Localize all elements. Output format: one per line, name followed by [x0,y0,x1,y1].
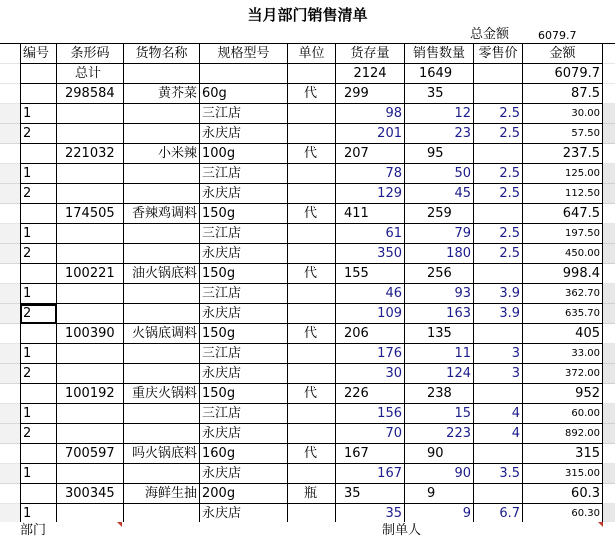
cell-name[interactable] [124,224,200,244]
store-row [0,424,615,444]
store-no[interactable]: 1 [20,164,57,184]
store-qty[interactable]: 223 [405,424,474,444]
store-row [0,284,615,304]
row-rightpane [603,444,615,464]
cell-no[interactable] [20,444,57,464]
store-amount[interactable]: 33.00 [523,344,603,364]
row-rightpane [603,264,615,284]
row-gutter [0,384,20,404]
cell-code[interactable] [57,224,124,244]
cell-name[interactable] [124,164,200,184]
cell-name[interactable] [124,344,200,364]
store-qty[interactable]: 50 [405,164,474,184]
product-row [0,444,615,464]
store-row [0,184,615,204]
cell-no[interactable] [20,384,57,404]
header-qty[interactable]: 销售数量 [405,44,474,64]
cell-unit[interactable] [288,404,336,424]
product-spec[interactable]: 150g [200,204,288,224]
cell-price[interactable] [474,264,523,284]
row-gutter [0,444,20,464]
row-rightpane [603,344,615,364]
store-qty[interactable]: 45 [405,184,474,204]
product-row [0,484,615,504]
total-amount-label: 总金额 [470,27,510,42]
cell-code[interactable] [57,184,124,204]
store-no[interactable]: 2 [20,304,57,324]
product-code[interactable]: 298584 [57,84,124,104]
product-stock[interactable]: 35 [336,484,405,504]
grand-total-stock[interactable]: 2124 [336,64,405,84]
product-spec[interactable]: 60g [200,84,288,104]
store-row [0,464,615,484]
product-stock[interactable]: 411 [336,204,405,224]
product-row [0,144,615,164]
cell-no[interactable] [20,204,57,224]
row-gutter [0,304,20,324]
store-no[interactable]: 1 [20,504,57,524]
cell-unit[interactable] [288,284,336,304]
page-title: 当月部门销售清单 [247,6,368,24]
store-name[interactable]: 永庆店 [200,304,288,324]
product-qty[interactable]: 256 [405,264,474,284]
store-row [0,224,615,244]
cell-code[interactable] [57,344,124,364]
cell-unit[interactable] [288,304,336,324]
cell-price[interactable] [474,84,523,104]
header-price[interactable]: 零售价 [474,44,523,64]
product-spec[interactable]: 200g [200,484,288,504]
store-stock[interactable]: 30 [336,364,405,384]
row-gutter [0,164,20,184]
store-row [0,504,615,524]
store-stock[interactable]: 98 [336,104,405,124]
product-amount[interactable]: 647.5 [523,204,603,224]
cell-unit[interactable] [288,364,336,384]
store-name[interactable]: 永庆店 [200,464,288,484]
store-no[interactable]: 2 [20,424,57,444]
row-rightpane [603,64,615,84]
row-gutter [0,464,20,484]
row-rightpane [603,124,615,144]
cell-code[interactable] [57,164,124,184]
store-row [0,344,615,364]
store-price[interactable]: 6.7 [474,504,523,524]
row-gutter [0,64,20,84]
row-rightpane [603,284,615,304]
product-amount[interactable]: 998.4 [523,264,603,284]
product-code[interactable]: 221032 [57,144,124,164]
store-stock[interactable]: 78 [336,164,405,184]
row-rightpane [603,324,615,344]
row-gutter [0,264,20,284]
product-code[interactable]: 100221 [57,264,124,284]
product-row [0,84,615,104]
product-spec[interactable]: 100g [200,144,288,164]
header-code[interactable]: 条形码 [57,44,124,64]
product-name[interactable]: 吗火锅底料 [124,444,200,464]
row-gutter [0,404,20,424]
row-gutter [0,324,20,344]
store-amount[interactable]: 372.00 [523,364,603,384]
store-row [0,164,615,184]
cell-name[interactable] [124,404,200,424]
product-name[interactable]: 海鲜生抽 [124,484,200,504]
store-price[interactable]: 2.5 [474,124,523,144]
product-spec[interactable]: 160g [200,444,288,464]
product-qty[interactable]: 95 [405,144,474,164]
row-gutter [0,84,20,104]
store-no[interactable]: 1 [20,104,57,124]
row-gutter [0,104,20,124]
store-row [0,124,615,144]
row-rightpane [603,464,615,484]
comment-marker-icon [598,522,603,527]
store-qty[interactable]: 90 [405,464,474,484]
grand-total-qty[interactable]: 1649 [405,64,474,84]
store-price[interactable]: 2.5 [474,104,523,124]
store-amount[interactable]: 315.00 [523,464,603,484]
row-rightpane [603,184,615,204]
product-qty[interactable]: 90 [405,444,474,464]
product-stock[interactable]: 226 [336,384,405,404]
store-stock[interactable]: 61 [336,224,405,244]
cell-code[interactable] [57,404,124,424]
cell-price[interactable] [474,144,523,164]
cell-code[interactable] [57,464,124,484]
store-row [0,304,615,324]
store-name[interactable]: 永庆店 [200,124,288,144]
grand-total-label[interactable]: 总计 [57,64,124,84]
sheet-bottom-area [0,522,615,549]
store-row [0,104,615,124]
store-qty[interactable]: 12 [405,104,474,124]
store-amount[interactable]: 892.00 [523,424,603,444]
store-stock[interactable]: 129 [336,184,405,204]
cell-code[interactable] [57,364,124,384]
row-rightpane [603,44,615,64]
product-qty[interactable]: 135 [405,324,474,344]
store-no[interactable]: 1 [20,464,57,484]
row-rightpane [603,424,615,444]
store-price[interactable]: 3.9 [474,304,523,324]
row-gutter [0,484,20,504]
store-price[interactable]: 2.5 [474,164,523,184]
store-price[interactable]: 2.5 [474,244,523,264]
store-name[interactable]: 永庆店 [200,504,288,524]
product-name[interactable]: 重庆火锅料 [124,384,200,404]
product-unit[interactable]: 代 [288,384,336,404]
store-price[interactable]: 3.5 [474,464,523,484]
cell-code[interactable] [57,504,124,524]
store-no[interactable]: 1 [20,344,57,364]
cell-unit[interactable] [288,504,336,524]
row-rightpane [603,484,615,504]
cell-unit[interactable] [288,184,336,204]
store-qty[interactable]: 23 [405,124,474,144]
product-qty[interactable]: 9 [405,484,474,504]
store-qty[interactable]: 124 [405,364,474,384]
store-stock[interactable]: 167 [336,464,405,484]
cell-unit[interactable] [288,64,336,84]
store-name[interactable]: 三江店 [200,164,288,184]
row-rightpane [603,164,615,184]
store-row [0,364,615,384]
store-name[interactable]: 三江店 [200,284,288,304]
row-gutter [0,144,20,164]
store-stock[interactable]: 156 [336,404,405,424]
store-name[interactable]: 三江店 [200,224,288,244]
cell-price[interactable] [474,444,523,464]
product-unit[interactable]: 代 [288,204,336,224]
product-row [0,204,615,224]
cell-name[interactable] [124,64,200,84]
cell-name[interactable] [124,244,200,264]
product-row [0,264,615,284]
product-name[interactable]: 火锅底调料 [124,324,200,344]
cell-no[interactable] [20,84,57,104]
grand-total-amount[interactable]: 6079.7 [523,64,603,84]
product-stock[interactable]: 155 [336,264,405,284]
store-amount[interactable]: 60.00 [523,404,603,424]
preparer-label: 制单人 [382,523,422,538]
product-stock[interactable]: 299 [336,84,405,104]
header-stock[interactable]: 货存量 [336,44,405,64]
product-unit[interactable]: 代 [288,144,336,164]
product-amount[interactable]: 405 [523,324,603,344]
product-qty[interactable]: 35 [405,84,474,104]
row-rightpane [603,384,615,404]
cell-unit[interactable] [288,464,336,484]
product-stock[interactable]: 207 [336,144,405,164]
cell-name[interactable] [124,104,200,124]
store-qty[interactable]: 9 [405,504,474,524]
store-name[interactable]: 永庆店 [200,244,288,264]
store-price[interactable]: 2.5 [474,184,523,204]
product-amount[interactable]: 315 [523,444,603,464]
product-stock[interactable]: 167 [336,444,405,464]
store-stock[interactable]: 201 [336,124,405,144]
row-rightpane [603,504,615,524]
row-rightpane [603,404,615,424]
store-amount[interactable]: 125.00 [523,164,603,184]
product-row [0,324,615,344]
store-price[interactable]: 2.5 [474,224,523,244]
store-qty[interactable]: 79 [405,224,474,244]
store-amount[interactable]: 197.50 [523,224,603,244]
cell-price[interactable] [474,384,523,404]
cell-code[interactable] [57,424,124,444]
cell-name[interactable] [124,184,200,204]
cell-spec[interactable] [200,64,288,84]
store-name[interactable]: 永庆店 [200,424,288,444]
cell-price[interactable] [474,324,523,344]
product-spec[interactable]: 150g [200,324,288,344]
product-code[interactable]: 300345 [57,484,124,504]
header-no[interactable]: 编号 [20,44,57,64]
product-unit[interactable]: 瓶 [288,484,336,504]
store-name[interactable]: 永庆店 [200,364,288,384]
store-stock[interactable]: 176 [336,344,405,364]
header-amount[interactable]: 金额 [523,44,603,64]
cell-unit[interactable] [288,104,336,124]
store-stock[interactable]: 46 [336,284,405,304]
product-name[interactable]: 小米辣 [124,144,200,164]
grand-total-row [0,64,615,84]
product-amount[interactable]: 952 [523,384,603,404]
store-price[interactable]: 3.9 [474,284,523,304]
cell-no[interactable] [20,144,57,164]
row-rightpane [603,244,615,264]
product-unit[interactable]: 代 [288,84,336,104]
store-name[interactable]: 三江店 [200,344,288,364]
total-amount-value[interactable]: 6079.7 [538,29,577,42]
product-name[interactable]: 黄芥菜 [124,84,200,104]
cell-name[interactable] [124,424,200,444]
store-no[interactable]: 1 [20,284,57,304]
store-price[interactable]: 3 [474,364,523,384]
cell-code[interactable] [57,284,124,304]
store-no[interactable]: 2 [20,364,57,384]
store-qty[interactable]: 15 [405,404,474,424]
store-amount[interactable]: 30.00 [523,104,603,124]
cell-code[interactable] [57,104,124,124]
cell-code[interactable] [57,244,124,264]
cell-unit[interactable] [288,164,336,184]
row-rightpane [603,144,615,164]
header-spec[interactable]: 规格型号 [200,44,288,64]
cell-name[interactable] [124,504,200,524]
row-rightpane [603,224,615,244]
store-no[interactable]: 1 [20,404,57,424]
row-gutter [0,44,20,64]
cell-unit[interactable] [288,424,336,444]
row-gutter [0,244,20,264]
store-stock[interactable]: 35 [336,504,405,524]
store-stock[interactable]: 109 [336,304,405,324]
cell-no[interactable] [20,264,57,284]
store-row [0,244,615,264]
row-rightpane [603,364,615,384]
cell-unit[interactable] [288,244,336,264]
row-gutter [0,184,20,204]
store-amount[interactable]: 60.30 [523,504,603,524]
row-gutter [0,344,20,364]
product-row [0,384,615,404]
store-price[interactable]: 3 [474,344,523,364]
cell-no[interactable] [20,64,57,84]
store-no[interactable]: 1 [20,224,57,244]
cell-name[interactable] [124,304,200,324]
row-gutter [0,204,20,224]
row-gutter [0,364,20,384]
cell-code[interactable] [57,304,124,324]
product-name[interactable]: 香辣鸡调料 [124,204,200,224]
row-rightpane [603,104,615,124]
cell-unit[interactable] [288,344,336,364]
product-name[interactable]: 油火锅底料 [124,264,200,284]
store-amount[interactable]: 57.50 [523,124,603,144]
store-amount[interactable]: 450.00 [523,244,603,264]
cell-no[interactable] [20,324,57,344]
store-amount[interactable]: 112.50 [523,184,603,204]
product-code[interactable]: 100390 [57,324,124,344]
cell-name[interactable] [124,124,200,144]
cell-no[interactable] [20,484,57,504]
store-no[interactable]: 2 [20,244,57,264]
product-unit[interactable]: 代 [288,444,336,464]
product-amount[interactable]: 237.5 [523,144,603,164]
row-rightpane [603,304,615,324]
row-gutter [0,424,20,444]
store-amount[interactable]: 635.70 [523,304,603,324]
cell-unit[interactable] [288,124,336,144]
store-qty[interactable]: 11 [405,344,474,364]
row-gutter [0,504,20,524]
store-stock[interactable]: 70 [336,424,405,444]
product-qty[interactable]: 259 [405,204,474,224]
cell-code[interactable] [57,124,124,144]
store-row [0,404,615,424]
product-qty[interactable]: 238 [405,384,474,404]
store-qty[interactable]: 163 [405,304,474,324]
row-rightpane [603,204,615,224]
cell-name[interactable] [124,464,200,484]
store-qty[interactable]: 93 [405,284,474,304]
store-no[interactable]: 2 [20,124,57,144]
product-code[interactable]: 174505 [57,204,124,224]
store-name[interactable]: 永庆店 [200,184,288,204]
cell-name[interactable] [124,284,200,304]
product-code[interactable]: 100192 [57,384,124,404]
row-gutter [0,124,20,144]
cell-price[interactable] [474,64,523,84]
product-code[interactable]: 700597 [57,444,124,464]
product-spec[interactable]: 150g [200,384,288,404]
header-row [0,43,615,64]
row-gutter [0,224,20,244]
sales-sheet [0,43,615,523]
product-spec[interactable]: 150g [200,264,288,284]
store-amount[interactable]: 362.70 [523,284,603,304]
row-gutter [0,284,20,304]
header-name[interactable]: 货物名称 [124,44,200,64]
cell-unit[interactable] [288,224,336,244]
comment-marker-icon [117,522,122,527]
department-label: 部门 [20,523,47,538]
product-amount[interactable]: 60.3 [523,484,603,504]
cell-price[interactable] [474,484,523,504]
store-stock[interactable]: 350 [336,244,405,264]
product-amount[interactable]: 87.5 [523,84,603,104]
product-unit[interactable]: 代 [288,264,336,284]
store-price[interactable]: 4 [474,424,523,444]
cell-price[interactable] [474,204,523,224]
store-price[interactable]: 4 [474,404,523,424]
product-stock[interactable]: 206 [336,324,405,344]
store-name[interactable]: 三江店 [200,104,288,124]
row-rightpane [603,84,615,104]
store-name[interactable]: 三江店 [200,404,288,424]
store-qty[interactable]: 180 [405,244,474,264]
product-unit[interactable]: 代 [288,324,336,344]
header-unit[interactable]: 单位 [288,44,336,64]
cell-name[interactable] [124,364,200,384]
store-no[interactable]: 2 [20,184,57,204]
